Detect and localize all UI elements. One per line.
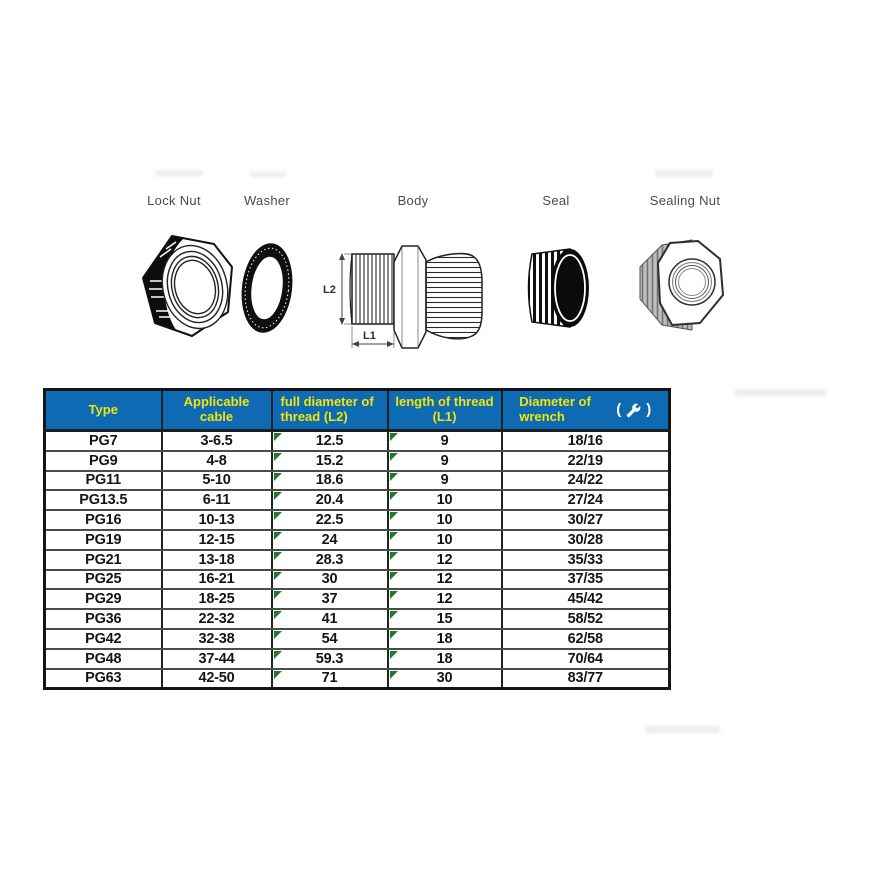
table-cell: 27/24 (502, 490, 670, 510)
seal-label: Seal (542, 193, 570, 208)
sealing-nut-drawing (636, 237, 726, 333)
table-cell: 18/16 (502, 431, 670, 451)
table-cell: 5-10 (162, 471, 272, 491)
table-cell: PG13.5 (45, 490, 162, 510)
table-cell: 10 (388, 510, 502, 530)
table-cell: 24 (272, 530, 388, 550)
table-cell: 59.3 (272, 649, 388, 669)
table-cell: 18.6 (272, 471, 388, 491)
table-cell: 20.4 (272, 490, 388, 510)
table-cell: 12.5 (272, 431, 388, 451)
table-cell: 10 (388, 530, 502, 550)
table-cell: 22-32 (162, 609, 272, 629)
spec-table-body (45, 431, 670, 689)
table-cell: 71 (272, 669, 388, 689)
header-diameter-of-wrench (502, 390, 670, 431)
table-cell: 37 (272, 589, 388, 609)
table-row (45, 629, 670, 649)
table-row (45, 490, 670, 510)
header-full-diameter: full diameter of thread (L2) (272, 390, 388, 431)
table-cell: 10 (388, 490, 502, 510)
table-row (45, 471, 670, 491)
table-row (45, 530, 670, 550)
table-cell: PG36 (45, 609, 162, 629)
seal-drawing (520, 248, 592, 328)
table-cell: 24/22 (502, 471, 670, 491)
table-cell: PG19 (45, 530, 162, 550)
table-cell: PG21 (45, 550, 162, 570)
table-cell: 37/35 (502, 570, 670, 590)
scan-smudge (155, 170, 203, 176)
table-cell: 13-18 (162, 550, 272, 570)
table-cell: PG63 (45, 669, 162, 689)
table-cell: 28.3 (272, 550, 388, 570)
body-drawing (322, 240, 488, 355)
table-cell: 41 (272, 609, 388, 629)
sealing-nut-label: Sealing Nut (649, 193, 721, 208)
table-cell: 22/19 (502, 451, 670, 471)
table-cell: 18-25 (162, 589, 272, 609)
table-cell: PG16 (45, 510, 162, 530)
table-cell: 54 (272, 629, 388, 649)
table-cell: 30/28 (502, 530, 670, 550)
scan-smudge (735, 389, 827, 396)
table-cell: 12 (388, 589, 502, 609)
spec-table (43, 388, 671, 690)
table-cell: PG25 (45, 570, 162, 590)
table-cell: 32-38 (162, 629, 272, 649)
wrench-icon (626, 403, 641, 418)
l1-dimension-label: L1 (363, 330, 376, 342)
table-cell: 18 (388, 629, 502, 649)
l2-dimension-label: L2 (323, 284, 336, 296)
body-label: Body (397, 193, 429, 208)
table-cell: PG42 (45, 629, 162, 649)
table-cell: PG29 (45, 589, 162, 609)
table-cell: 62/58 (502, 629, 670, 649)
table-row (45, 570, 670, 590)
table-cell: 9 (388, 451, 502, 471)
table-cell: 12 (388, 570, 502, 590)
table-cell: 30 (388, 669, 502, 689)
scan-smudge (250, 172, 286, 177)
table-cell: 9 (388, 431, 502, 451)
washer-drawing (240, 240, 294, 336)
table-cell: 3-6.5 (162, 431, 272, 451)
table-row (45, 669, 670, 689)
scan-smudge (655, 170, 713, 177)
header-applicable-cable: Applicable cable (162, 390, 272, 431)
header-type: Type (45, 390, 162, 431)
spec-table-header (45, 390, 670, 431)
header-length-of-thread: length of thread (L1) (388, 390, 502, 431)
lock-nut-drawing (140, 233, 236, 340)
wrench-paren-open: ( (616, 400, 622, 418)
table-cell: 58/52 (502, 609, 670, 629)
table-cell: 42-50 (162, 669, 272, 689)
table-cell: 15 (388, 609, 502, 629)
table-cell: 9 (388, 471, 502, 491)
table-row (45, 609, 670, 629)
table-cell: 83/77 (502, 669, 670, 689)
table-cell: 12-15 (162, 530, 272, 550)
table-cell: 35/33 (502, 550, 670, 570)
table-row (45, 589, 670, 609)
table-row (45, 649, 670, 669)
table-cell: 37-44 (162, 649, 272, 669)
table-cell: PG11 (45, 471, 162, 491)
table-cell: 12 (388, 550, 502, 570)
lock-nut-label: Lock Nut (147, 193, 201, 208)
header-diameter-of-wrench-text: Diameter of wrench (519, 394, 591, 424)
table-cell: 70/64 (502, 649, 670, 669)
table-cell: 16-21 (162, 570, 272, 590)
table-cell: 45/42 (502, 589, 670, 609)
table-cell: 4-8 (162, 451, 272, 471)
table-row (45, 550, 670, 570)
washer-label: Washer (243, 193, 291, 208)
table-row (45, 451, 670, 471)
table-cell: 30 (272, 570, 388, 590)
table-row (45, 510, 670, 530)
table-cell: 10-13 (162, 510, 272, 530)
table-cell: PG9 (45, 451, 162, 471)
scan-smudge (645, 726, 720, 733)
table-row (45, 431, 670, 451)
table-cell: 18 (388, 649, 502, 669)
table-cell: 6-11 (162, 490, 272, 510)
table-cell: 15.2 (272, 451, 388, 471)
table-cell: PG7 (45, 431, 162, 451)
table-cell: PG48 (45, 649, 162, 669)
wrench-paren-close: ) (646, 400, 652, 418)
table-cell: 22.5 (272, 510, 388, 530)
table-cell: 30/27 (502, 510, 670, 530)
